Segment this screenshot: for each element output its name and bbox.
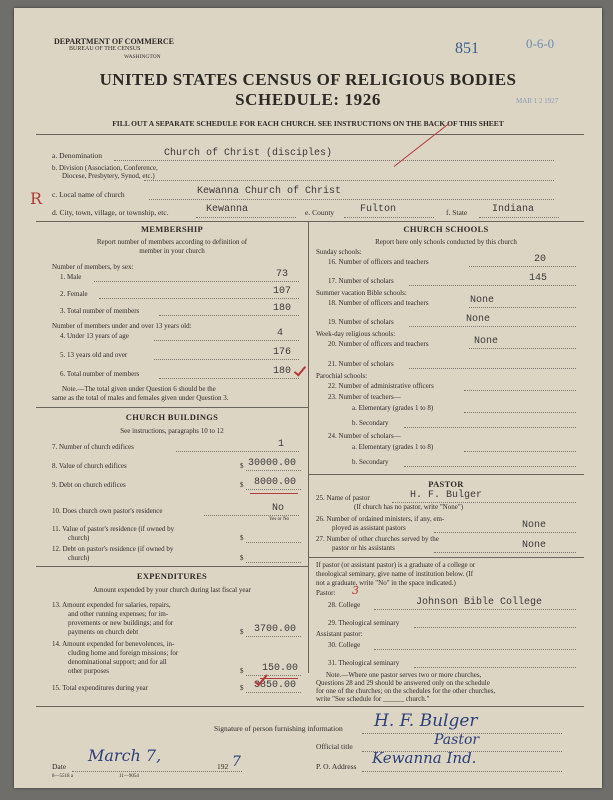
q24-label: 24. Number of scholars— <box>328 432 401 440</box>
city-value: Kewanna <box>206 204 249 215</box>
q21-label: 21. Number of scholars <box>328 360 394 368</box>
expenditures-heading: EXPENDITURES <box>136 571 208 581</box>
q13-label-2: and other running expenses; for im- <box>68 610 169 618</box>
q25-note: (If church has no pastor, write "None") <box>354 503 464 511</box>
q7-label: 7. Number of church edifices <box>52 443 134 451</box>
buildings-heading: CHURCH BUILDINGS <box>125 412 219 422</box>
q18-value: None <box>470 295 495 306</box>
q17-value: 145 <box>529 273 548 284</box>
city-label: WASHINGTON <box>124 54 161 60</box>
q9-red-underline <box>250 493 298 494</box>
division-label-1: b. Division (Association, Conference, <box>52 164 158 172</box>
membership-heading: MEMBERSHIP <box>140 224 204 234</box>
q11-label-1: 11. Value of pastor's residence (if owned by <box>52 525 175 533</box>
q28-label: 28. College <box>328 601 361 609</box>
city-field-label: d. City, town, village, or township, etc. <box>52 208 169 217</box>
pastor-note-2: Questions 28 and 29 should be answered only on the schedule <box>316 679 490 687</box>
q6-label: 6. Total number of members <box>60 370 140 378</box>
pastor-note-4: write "See schedule for ______ church." <box>316 695 430 703</box>
q5-value: 176 <box>273 347 292 358</box>
q19-label: 19. Number of scholars <box>328 318 394 326</box>
denomination-value: Church of Christ (disciples) <box>164 148 333 159</box>
q9-dollar: $ <box>240 481 244 489</box>
department-label: DEPARTMENT OF COMMERCE <box>54 37 175 46</box>
q12-dollar: $ <box>240 554 244 562</box>
q22-label: 22. Number of administrative officers <box>328 382 434 390</box>
form-instruction: FILL OUT A SEPARATE SCHEDULE FOR EACH CHURCH. SEE INSTRUCTIONS ON THE BACK OF THIS SHEET <box>112 119 504 128</box>
q12-label-2: church) <box>68 554 90 562</box>
membership-note-1: Note.—The total given under Question 6 should be the <box>62 385 216 393</box>
graduate-note-2: theological seminary, give name of institution below. (If <box>316 570 474 578</box>
q27-label-1: 27. Number of other churches served by the <box>316 535 439 543</box>
q1-label: 1. Male <box>60 273 82 281</box>
q27-label-2: pastor or his assistants <box>332 544 395 552</box>
q3-label: 3. Total number of members <box>60 307 140 315</box>
q13-label-1: 13. Amount expended for salaries, repairs, <box>52 601 171 609</box>
q8-value: 30000.00 <box>248 458 297 469</box>
q9-value: 8000.00 <box>254 477 297 488</box>
po-address-label: P. O. Address <box>316 762 357 771</box>
church-name-label: c. Local name of church <box>52 190 125 199</box>
q1-value: 73 <box>276 269 289 280</box>
q14-label-2: cluding home and foreign missions; for <box>68 649 179 657</box>
q27-value: None <box>522 540 547 551</box>
date-label: Date <box>52 762 67 771</box>
official-title-value: Pastor <box>434 732 480 748</box>
po-address-value: Kewanna Ind. <box>372 749 477 767</box>
q7-value: 1 <box>278 439 285 450</box>
q14-label-1: 14. Amount expended for benevolences, in- <box>52 640 175 648</box>
pastor-note-1: Note.—Where one pastor serves two or more churches, <box>326 671 482 679</box>
membership-intro-2: member in your church <box>139 247 205 255</box>
sunday-schools-label: Sunday schools: <box>316 248 362 256</box>
form-number: 8—5518 a <box>52 774 73 779</box>
q16-label: 16. Number of officers and teachers <box>328 258 429 266</box>
denomination-label: a. Denomination <box>52 151 102 160</box>
graduate-note-3: not a graduate, write "No" in the space indicated.) <box>316 579 456 587</box>
received-stamp: MAR 1 2 1927 <box>516 97 559 105</box>
q24b-label: b. Secondary <box>352 458 389 466</box>
q19-value: None <box>466 314 491 325</box>
expenditures-intro: Amount expended by your church during last fiscal year <box>93 586 251 594</box>
q14-value: 150.00 <box>262 663 299 674</box>
county-label: e. County <box>305 208 335 217</box>
q23b-label: b. Secondary <box>352 419 389 427</box>
q12-label-1: 12. Debt on pastor's residence (if owned by <box>52 545 174 553</box>
state-value: Indiana <box>492 204 535 215</box>
q13-value: 3700.00 <box>254 624 297 635</box>
q8-dollar: $ <box>240 462 244 470</box>
q17-label: 17. Number of scholars <box>328 277 394 285</box>
q13-dollar: $ <box>240 628 244 636</box>
q11-dollar: $ <box>240 534 244 542</box>
membership-intro-1: Report number of members according to definition of <box>96 238 248 246</box>
bureau-label: BUREAU OF THE CENSUS <box>69 46 141 52</box>
print-number: 11—9054 <box>119 774 139 779</box>
church-name-value: Kewanna Church of Christ <box>197 186 342 197</box>
q3-value: 180 <box>273 303 292 314</box>
pastor-heading: PASTOR <box>428 479 464 489</box>
q10-label: 10. Does church own pastor's residence <box>52 507 163 515</box>
year-prefix: 192 <box>217 762 229 771</box>
q8-label: 8. Value of church edifices <box>52 462 127 470</box>
schools-heading: CHURCH SCHOOLS <box>403 224 489 234</box>
summer-schools-label: Summer vacation Bible schools: <box>316 289 407 297</box>
q14-label-4: other purposes <box>68 667 110 675</box>
q14-label-3: denominational support; and for all <box>68 658 167 666</box>
q28-red-mark: 3 <box>352 584 359 597</box>
q25-label: 25. Name of pastor <box>316 494 370 502</box>
form-subtitle: SCHEDULE: 1926 <box>235 90 381 109</box>
q5-label: 5. 13 years old and over <box>60 351 128 359</box>
q11-label-2: church) <box>68 534 90 542</box>
q26-value: None <box>522 520 547 531</box>
assistant-pastor-label: Assistant pastor: <box>316 630 363 638</box>
q20-label: 20. Number of officers and teachers <box>328 340 429 348</box>
form-title: UNITED STATES CENSUS OF RELIGIOUS BODIES <box>99 70 517 89</box>
q15-value: 3850.00 <box>254 680 297 691</box>
parochial-schools-label: Parochial schools: <box>316 372 368 380</box>
membership-note-2: same as the total of males and females given under Question 3. <box>52 394 229 402</box>
q25-value: H. F. Bulger <box>410 490 483 501</box>
q29-label: 29. Theological seminary <box>328 619 400 627</box>
q4-value: 4 <box>277 328 284 339</box>
year-value: 7 <box>232 754 241 770</box>
serial-number: 851 <box>455 40 479 57</box>
pastor-sub-label: Pastor: <box>316 589 336 597</box>
county-value: Fulton <box>360 204 397 215</box>
margin-mark: R <box>30 189 43 208</box>
q16-value: 20 <box>534 254 547 265</box>
buildings-intro: See instructions, paragraphs 10 to 12 <box>120 427 224 435</box>
q6-value: 180 <box>273 366 292 377</box>
q13-label-3: provements or new buildings; and for <box>68 619 174 627</box>
q31-label: 31. Theological seminary <box>328 659 400 667</box>
division-label-2: Diocese, Presbytery, Synod, etc.) <box>62 172 155 180</box>
q23-label: 23. Number of teachers— <box>328 393 401 401</box>
q18-label: 18. Number of officers and teachers <box>328 299 429 307</box>
q10-value: No <box>272 503 285 514</box>
census-schedule-page <box>14 8 602 788</box>
state-label: f. State <box>446 208 468 217</box>
q9-label: 9. Debt on church edifices <box>52 481 126 489</box>
q14-red-underline <box>260 678 298 679</box>
q4-label: 4. Under 13 years of age <box>60 332 129 340</box>
q10-hint: Yes or No <box>269 517 290 522</box>
signature-value: H. F. Bulger <box>374 711 478 731</box>
graduate-note-1: If pastor (or assistant pastor) is a graduate of a college or <box>316 561 476 569</box>
official-title-label: Official title <box>316 742 353 751</box>
schools-intro: Report here only schools conducted by this church <box>375 238 517 246</box>
by-sex-label: Number of members, by sex: <box>52 263 134 271</box>
pastor-note-3: for one of the churches; on the schedules for the other churches, <box>316 687 496 695</box>
q24a-label: a. Elementary (grades 1 to 8) <box>352 443 434 451</box>
q2-value: 107 <box>273 286 292 297</box>
q13-label-4: payments on church debt <box>68 628 139 636</box>
q15-label: 15. Total expenditures during year <box>52 684 148 692</box>
code-number: 0-6-0 <box>526 36 555 51</box>
q26-label-2: ployed as assistant pastors <box>332 524 406 532</box>
date-value: March 7, <box>88 746 162 765</box>
q26-label-1: 26. Number of ordained ministers, if any, em- <box>316 515 445 523</box>
q23a-label: a. Elementary (grades 1 to 8) <box>352 404 434 412</box>
q14-dollar: $ <box>240 667 244 675</box>
q20-value: None <box>474 336 499 347</box>
signature-label: Signature of person furnishing information <box>214 724 343 733</box>
q30-label: 30. College <box>328 641 361 649</box>
weekday-schools-label: Week-day religious schools: <box>316 330 396 338</box>
q28-value: Johnson Bible College <box>416 597 543 608</box>
q15-dollar: $ <box>240 684 244 692</box>
age-intro-label: Number of members under and over 13 years old: <box>52 322 192 330</box>
q6-check-mark <box>294 363 306 376</box>
q2-label: 2. Female <box>60 290 88 298</box>
